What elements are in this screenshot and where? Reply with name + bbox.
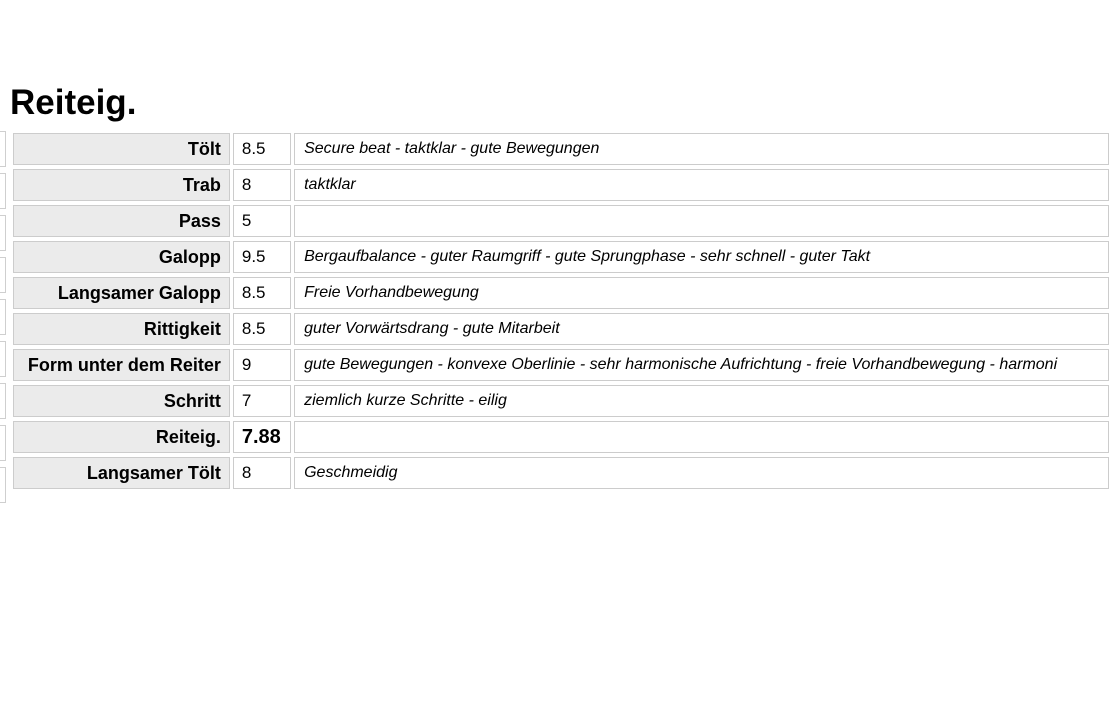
score-value: 5 bbox=[233, 205, 291, 237]
left-table-edge bbox=[0, 131, 6, 509]
section-title: Reiteig. bbox=[10, 83, 137, 122]
comment-text: ziemlich kurze Schritte - eilig bbox=[294, 385, 1109, 417]
table-row bbox=[13, 349, 1109, 381]
edge-cell bbox=[0, 215, 6, 251]
edge-cell bbox=[0, 467, 6, 503]
score-value: 8.5 bbox=[233, 133, 291, 165]
edge-cell bbox=[0, 257, 6, 293]
table-row bbox=[13, 313, 1109, 345]
total-score: 7.88 bbox=[233, 421, 291, 453]
criterion-label: Form unter dem Reiter bbox=[13, 349, 230, 381]
criterion-label: Pass bbox=[13, 205, 230, 237]
criterion-label: Trab bbox=[13, 169, 230, 201]
criterion-label: Galopp bbox=[13, 241, 230, 273]
criterion-label: Langsamer Tölt bbox=[13, 457, 230, 489]
table-row bbox=[13, 133, 1109, 165]
score-value: 7 bbox=[233, 385, 291, 417]
score-value: 8.5 bbox=[233, 277, 291, 309]
score-value: 8 bbox=[233, 169, 291, 201]
edge-cell bbox=[0, 173, 6, 209]
comment-text: Geschmeidig bbox=[294, 457, 1109, 489]
total-label: Reiteig. bbox=[13, 421, 230, 453]
comment-text: Secure beat - taktklar - gute Bewegungen bbox=[294, 133, 1109, 165]
criterion-label: Langsamer Galopp bbox=[13, 277, 230, 309]
comment-text: Bergaufbalance - guter Raumgriff - gute Sprungphase - sehr schnell - guter Takt bbox=[294, 241, 1109, 273]
edge-cell bbox=[0, 425, 6, 461]
table-row bbox=[13, 205, 1109, 237]
table-row bbox=[13, 241, 1109, 273]
edge-cell bbox=[0, 299, 6, 335]
comment-text: taktklar bbox=[294, 169, 1109, 201]
table-row bbox=[13, 169, 1109, 201]
scores-table bbox=[10, 129, 1112, 493]
comment-text bbox=[294, 421, 1109, 453]
comment-text: guter Vorwärtsdrang - gute Mitarbeit bbox=[294, 313, 1109, 345]
score-value: 8 bbox=[233, 457, 291, 489]
comment-text: gute Bewegungen - konvexe Oberlinie - sehr harmonische Aufrichtung - freie Vorhandbewegung - harmoni bbox=[294, 349, 1109, 381]
score-value: 9.5 bbox=[233, 241, 291, 273]
criterion-label: Tölt bbox=[13, 133, 230, 165]
criterion-label: Schritt bbox=[13, 385, 230, 417]
table-row bbox=[13, 457, 1109, 489]
table-row bbox=[13, 277, 1109, 309]
edge-cell bbox=[0, 131, 6, 167]
comment-text bbox=[294, 205, 1109, 237]
criterion-label: Rittigkeit bbox=[13, 313, 230, 345]
table-row-total bbox=[13, 421, 1109, 453]
edge-cell bbox=[0, 383, 6, 419]
table-row bbox=[13, 385, 1109, 417]
score-value: 9 bbox=[233, 349, 291, 381]
comment-text: Freie Vorhandbewegung bbox=[294, 277, 1109, 309]
score-value: 8.5 bbox=[233, 313, 291, 345]
edge-cell bbox=[0, 341, 6, 377]
